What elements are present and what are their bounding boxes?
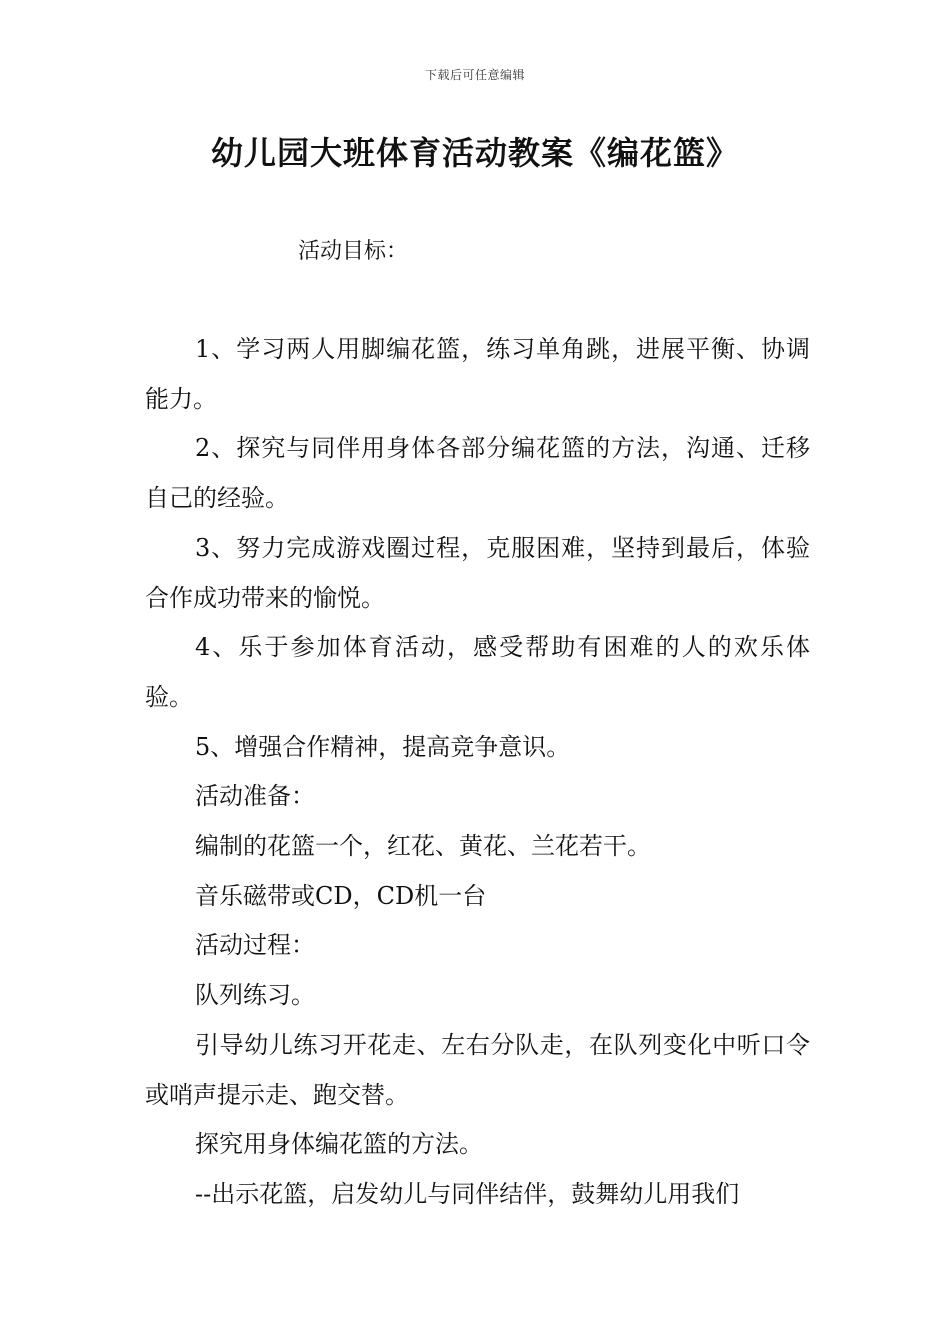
paragraph: 探究用身体编花篮的方法。 <box>195 1130 483 1159</box>
paragraph: 1、学习两人用脚编花篮，练习单角跳，进展平衡、协调能力。 <box>145 335 810 413</box>
paragraph: 音乐磁带或CD，CD机一台 <box>195 881 487 910</box>
paragraph: 活动准备： <box>195 782 315 811</box>
paragraph: 3、努力完成游戏圈过程，克服困难，坚持到最后，体验合作成功带来的愉悦。 <box>145 533 810 612</box>
paragraph: 编制的花篮一个，红花、黄花、兰花若干。 <box>195 832 651 861</box>
paragraph: 引导幼儿练习开花走、左右分队走，在队列变化中听口令或哨声提示走、跑交替。 <box>145 1030 810 1109</box>
paragraph: --出示花篮，启发幼儿与同伴结伴，鼓舞幼儿用我们 <box>195 1179 740 1208</box>
paragraph: 4、乐于参加体育活动，感受帮助有困难的人的欢乐体验。 <box>145 633 810 711</box>
header-note: 下载后可任意编辑 <box>424 68 525 82</box>
document-title: 幼儿园大班体育活动教案《编花篮》 <box>210 134 739 172</box>
paragraph: 活动过程： <box>195 931 315 960</box>
goal-heading: 活动目标： <box>298 239 409 264</box>
paragraph: 2、探究与同伴用身体各部分编花篮的方法，沟通、迁移自己的经验。 <box>145 434 810 513</box>
paragraph: 5、增强合作精神，提高竞争意识。 <box>195 732 571 761</box>
document-body <box>145 325 810 1220</box>
paragraph: 队列练习。 <box>195 981 315 1010</box>
